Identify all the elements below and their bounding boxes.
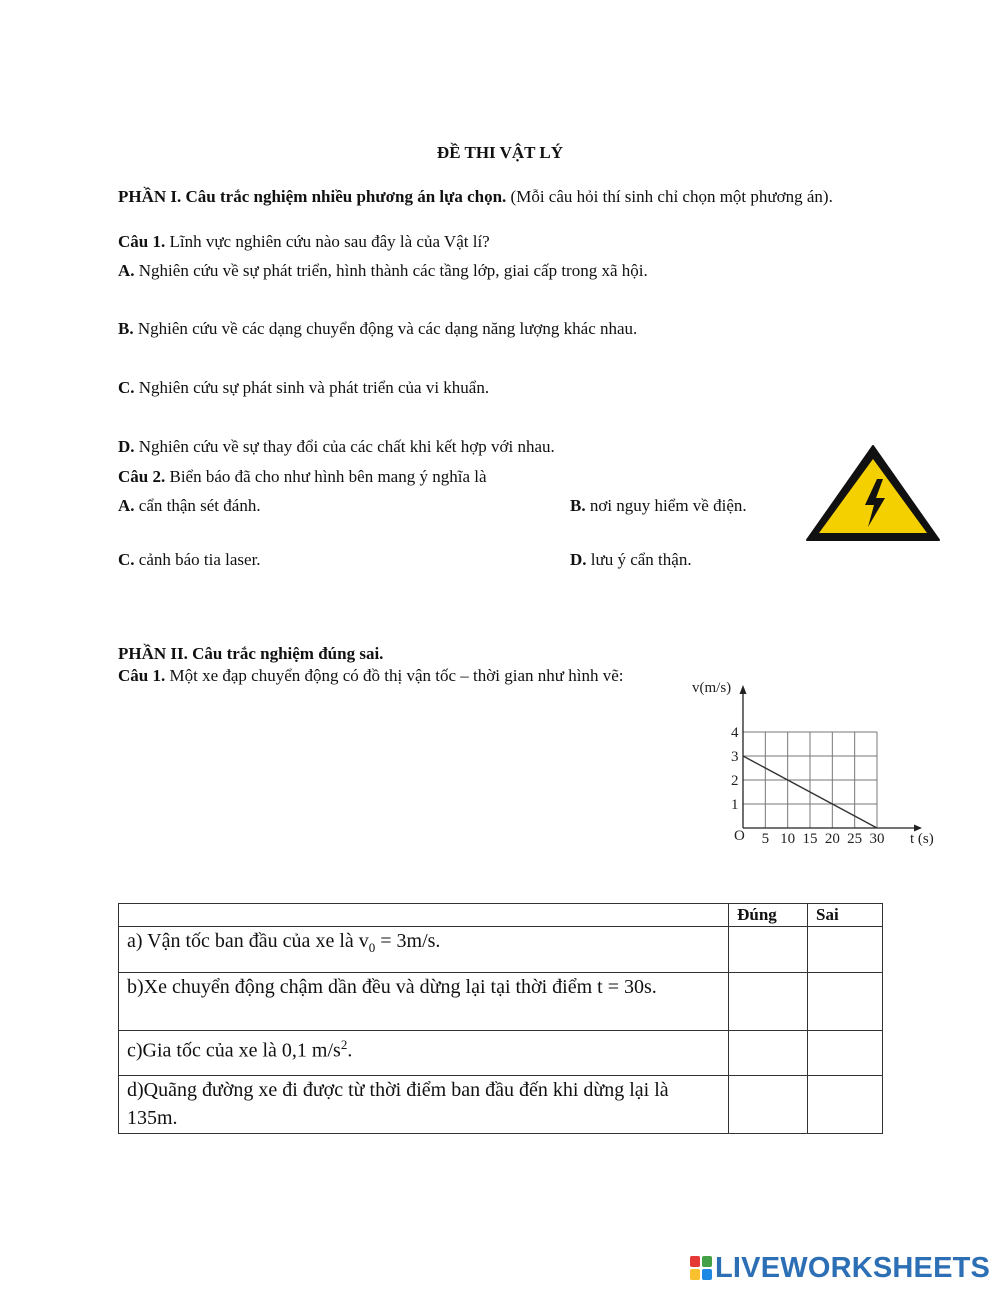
liveworksheets-logo-icon xyxy=(690,1256,712,1280)
page-title: ĐỀ THI VẬT LÝ xyxy=(436,143,564,162)
header-false: Sai xyxy=(808,904,883,927)
q1-label: Câu 1. xyxy=(118,232,166,251)
part2-heading: PHẦN II. Câu trắc nghiệm đúng sai. xyxy=(118,644,384,663)
answer-true-cell[interactable] xyxy=(729,1031,808,1076)
part2-q1-stem xyxy=(118,665,638,687)
q2-text: Biển báo đã cho như hình bên mang ý nghĩa là xyxy=(169,467,487,486)
x-tick-label: 10 xyxy=(780,831,796,847)
table-row xyxy=(119,1031,883,1076)
part1-heading xyxy=(118,186,878,208)
q1-option-a[interactable]: A. Nghiên cứu về sự phát triển, hình thành các tầng lớp, giai cấp trong xã hội. xyxy=(118,261,648,280)
answer-true-cell[interactable] xyxy=(729,1076,808,1134)
q2-label: Câu 2. xyxy=(118,467,166,486)
y-tick-label: 4 xyxy=(731,725,739,741)
statement-d: d)Quãng đường xe đi được từ thời điểm ban đầu đến khi dừng lại là 135m. xyxy=(119,1076,729,1134)
answer-true-cell[interactable] xyxy=(729,973,808,1031)
q1-option-d[interactable]: D. Nghiên cứu về sự thay đổi của các chất khi kết hợp với nhau. xyxy=(118,437,555,456)
q1-text: Lĩnh vực nghiên cứu nào sau đây là của Vật lí? xyxy=(169,232,490,251)
q2-stem xyxy=(118,466,487,488)
part2-q1-label: Câu 1. xyxy=(118,666,166,685)
statement-c: c)Gia tốc của xe là 0,1 $m/s^2$. xyxy=(119,1031,729,1076)
y-axis-arrow-icon xyxy=(740,685,747,694)
x-tick-label: 15 xyxy=(802,831,818,847)
table-row xyxy=(119,1076,883,1134)
y-tick-label: 3 xyxy=(731,749,739,765)
table-header-row xyxy=(119,904,883,927)
q1-stem xyxy=(118,231,490,253)
statement-b: b)Xe chuyển động chậm dần đều và dừng lại tại thời điểm t = 30s. xyxy=(119,973,729,1031)
true-false-table xyxy=(118,903,883,1134)
y-tick-label: 2 xyxy=(731,773,739,789)
part1-heading-bold: PHẦN I. Câu trắc nghiệm nhiều phương án lựa chọn. xyxy=(118,187,507,206)
liveworksheets-logo xyxy=(690,1252,990,1285)
answer-false-cell[interactable] xyxy=(808,973,883,1031)
answer-false-cell[interactable] xyxy=(808,1076,883,1134)
x-tick-label: 20 xyxy=(824,831,840,847)
x-tick-label: 30 xyxy=(869,831,885,847)
velocity-time-chart xyxy=(690,676,950,852)
y-tick-label: 1 xyxy=(731,797,739,813)
q1-option-b[interactable]: B. Nghiên cứu về các dạng chuyển động và các dạng năng lượng khác nhau. xyxy=(118,319,638,338)
statement-a: a) Vận tốc ban đầu của xe là $v_0 = 3m/s$. xyxy=(119,927,729,973)
y-axis-label: v(m/s) xyxy=(692,680,732,696)
logo-text: LIVEWORKSHEETS xyxy=(715,1252,991,1284)
part1-heading-note: (Mỗi câu hỏi thí sinh chỉ chọn một phương án). xyxy=(510,187,833,206)
part2-q1-text: Một xe đạp chuyển động có đồ thị vận tốc – thời gian như hình vẽ: xyxy=(169,666,624,685)
q2-option-d[interactable]: D. lưu ý cẩn thận. xyxy=(570,550,692,569)
header-empty-cell xyxy=(119,904,729,927)
x-tick-label: 25 xyxy=(847,831,863,847)
origin-label: O xyxy=(734,828,745,844)
answer-false-cell[interactable] xyxy=(808,1031,883,1076)
q1-option-c[interactable]: C. Nghiên cứu sự phát sinh và phát triển của vi khuẩn. xyxy=(118,378,490,397)
q2-option-c[interactable]: C. cảnh báo tia laser. xyxy=(118,550,261,569)
answer-false-cell[interactable] xyxy=(808,927,883,973)
header-true: Đúng xyxy=(729,904,808,927)
q2-option-b[interactable]: B. nơi nguy hiểm về điện. xyxy=(570,496,747,515)
x-axis-label: t (s) xyxy=(910,831,934,847)
electrical-hazard-sign-icon xyxy=(804,443,942,543)
table-row xyxy=(119,973,883,1031)
x-tick-label: 5 xyxy=(761,831,770,847)
answer-true-cell[interactable] xyxy=(729,927,808,973)
table-row xyxy=(119,927,883,973)
q2-option-a[interactable]: A. cẩn thận sét đánh. xyxy=(118,496,261,515)
